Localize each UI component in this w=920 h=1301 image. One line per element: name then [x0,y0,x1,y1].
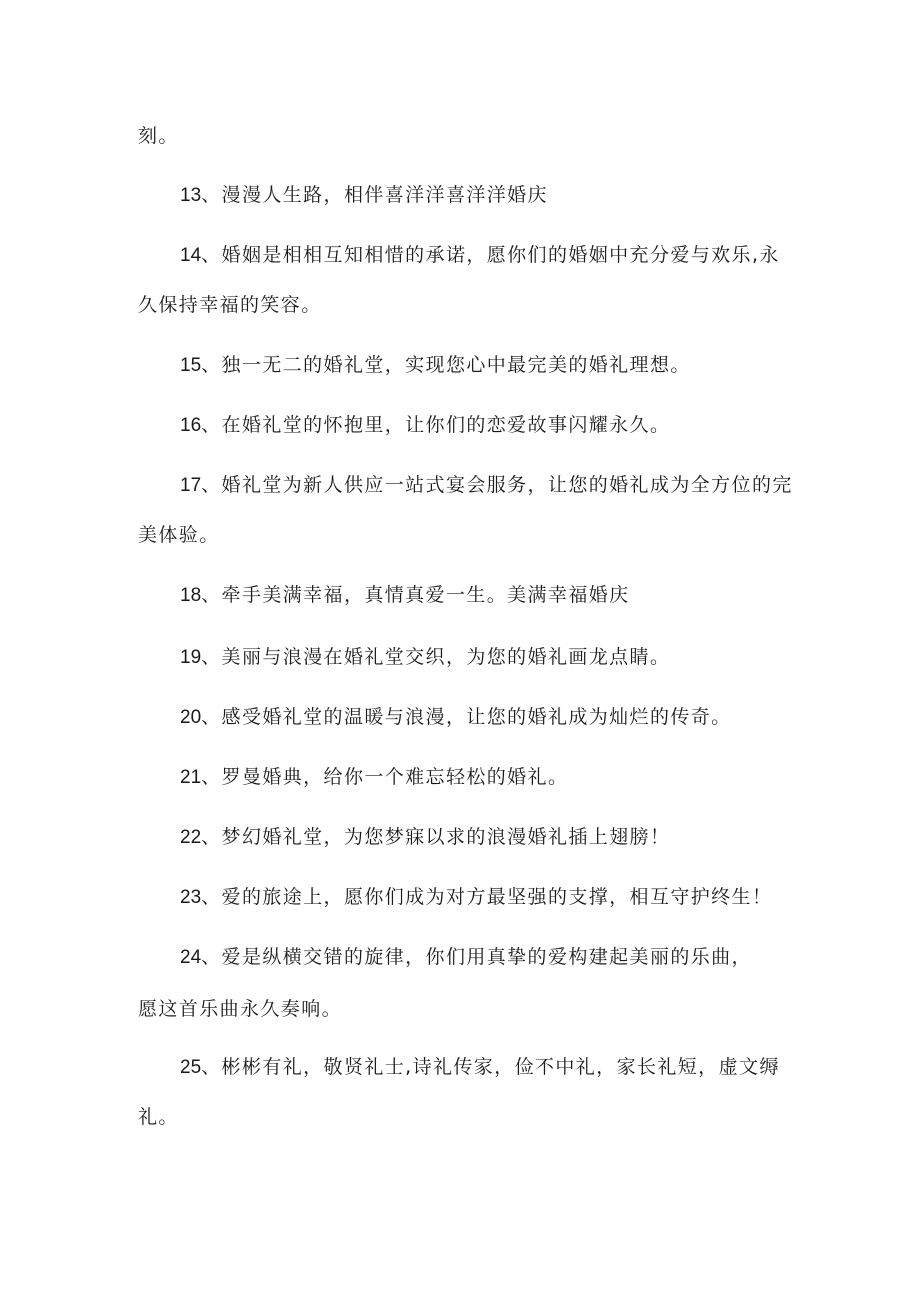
list-item-18 [180,583,630,608]
continuation-line: 刻。 [138,125,179,147]
item-text: 、独一无二的婚礼堂，实现您心中最完美的婚礼理想。 [201,354,691,376]
list-item-20 [180,705,732,730]
list-item-13 [180,183,548,208]
list-item-17 [180,473,793,498]
item-number: 17 [180,475,202,496]
list-item-15 [180,353,691,378]
list-item-24-continuation: 愿这首乐曲永久奏响。 [138,998,343,1020]
item-text: 、爱是纵横交错的旋律，你们用真挚的爱构建起美丽的乐曲， [201,946,752,968]
list-item-16 [180,413,670,438]
item-number: 18 [180,585,202,606]
list-item-17-continuation: 美体验。 [138,524,220,546]
item-number: 14 [180,245,202,266]
list-item-25-continuation: 礼。 [138,1106,179,1128]
list-item-14 [180,243,780,268]
item-number: 19 [180,647,202,668]
item-text: 、婚礼堂为新人供应一站式宴会服务，让您的婚礼成为全方位的完 [201,474,793,496]
item-number: 20 [180,707,202,728]
item-number: 13 [180,185,202,206]
list-item-22 [180,825,670,850]
item-number: 23 [180,887,202,908]
list-item-21 [180,765,568,790]
item-number: 15 [180,355,202,376]
item-text: 、梦幻婚礼堂，为您梦寐以求的浪漫婚礼插上翅膀！ [201,826,671,848]
item-text: 、爱的旅途上，愿你们成为对方最坚强的支撑，相互守护终生！ [201,886,773,908]
list-item-14-continuation: 久保持幸福的笑容。 [138,294,322,316]
list-item-25 [180,1055,780,1080]
item-number: 16 [180,415,202,436]
item-text: 、罗曼婚典，给你一个难忘轻松的婚礼。 [201,766,569,788]
item-text: 、美丽与浪漫在婚礼堂交织，为您的婚礼画龙点睛。 [201,646,671,668]
item-number: 21 [180,767,202,788]
item-text: 、婚姻是相相互知相惜的承诺，愿你们的婚姻中充分爱与欢乐,永 [201,244,780,266]
list-item-19 [180,645,670,670]
item-text: 、彬彬有礼，敬贤礼士,诗礼传家，俭不中礼，家长礼短，虚文缛 [201,1056,780,1078]
item-text: 、在婚礼堂的怀抱里，让你们的恋爱故事闪耀永久。 [201,414,671,436]
list-item-23 [180,885,772,910]
item-number: 24 [180,947,202,968]
item-number: 25 [180,1057,202,1078]
item-text: 、牵手美满幸福，真情真爱一生。美满幸福婚庆 [201,584,630,606]
list-item-24 [180,945,752,970]
item-text: 、感受婚礼堂的温暖与浪漫，让您的婚礼成为灿烂的传奇。 [201,706,732,728]
item-number: 22 [180,827,202,848]
item-text: 、漫漫人生路，相伴喜洋洋喜洋洋婚庆 [201,184,548,206]
